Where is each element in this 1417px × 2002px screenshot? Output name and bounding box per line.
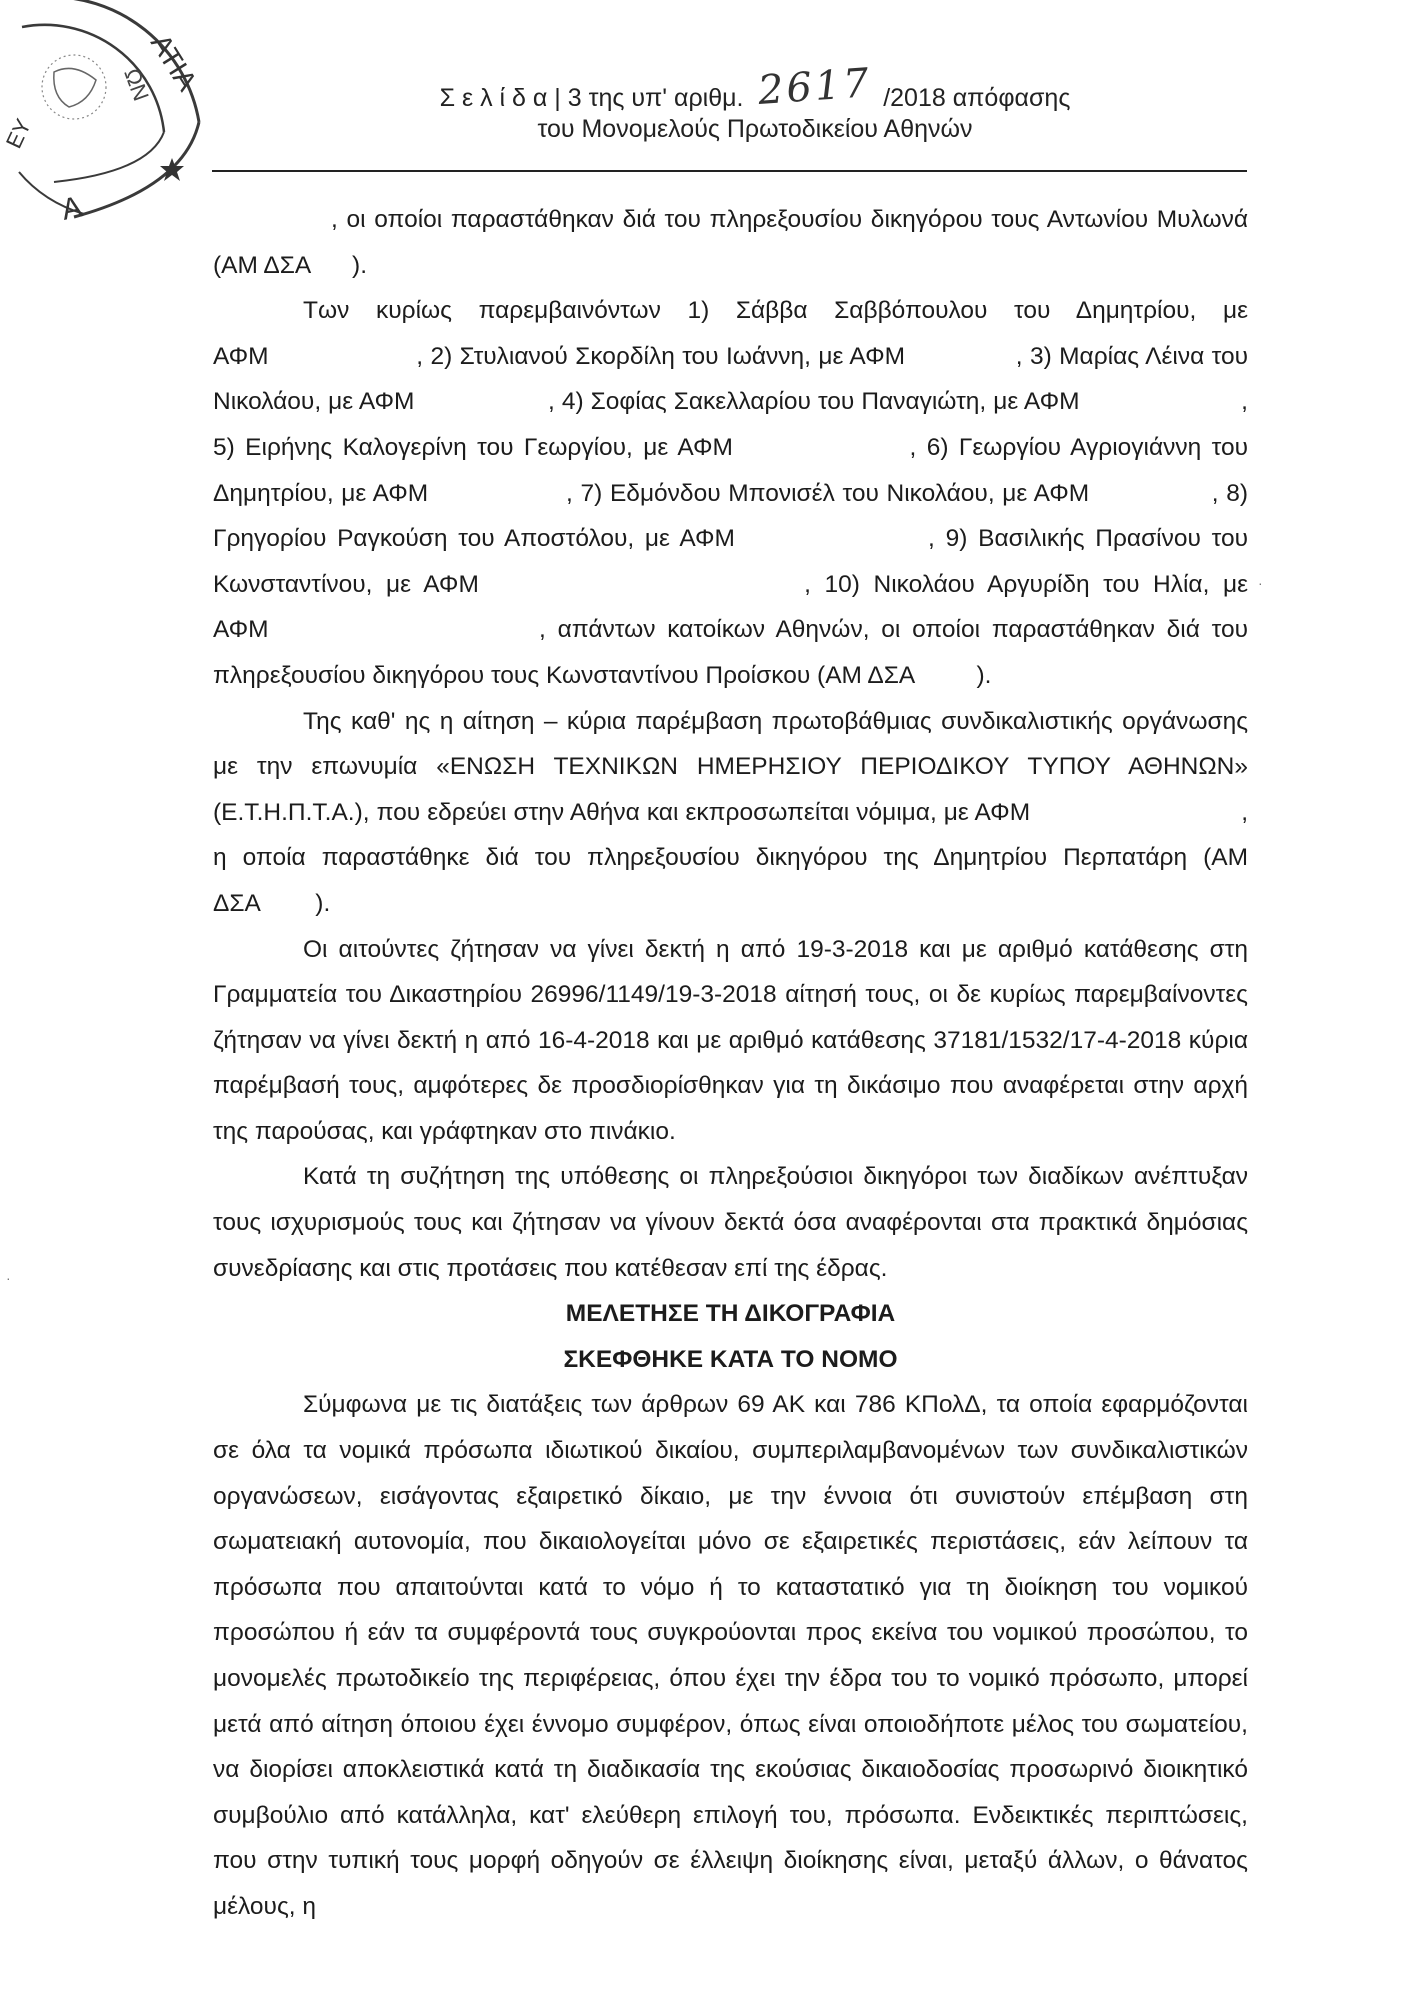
paragraph-respondent: Της καθ' ης η αίτηση – κύρια παρέμβαση πρωτοβάθμιας συνδικαλιστικής οργάνωσης με την επωνυμία «ΕΝΩΣΗ ΤΕΧΝΙΚΩΝ ΗΜΕΡΗΣΙΟΥ ΠΕΡΙΟΔΙΚΟΥ ΤΥΠΟΥ ΑΘΗΝΩΝ» (Ε.Τ.Η.Π.Τ.Α.), που εδρεύει στην Αθήνα και εκπροσωπείται νόμιμα, με ΑΦΜ , η οποία παραστάθηκε διά του πληρεξουσίου δικηγόρου της Δημητρίου Περπατάρη (ΑΜ ΔΣΑ ). xyxy=(213,707,1248,917)
stamp-fragment-ey: ΕΥ xyxy=(0,114,36,153)
header-line-2: του Μονομελούς Πρωτοδικείου Αθηνών xyxy=(537,115,973,143)
header-line-1 xyxy=(405,60,1105,114)
heading-considered-law: ΣΚΕΦΘΗΚΕ ΚΑΤΑ ΤΟ ΝΟΜΟ xyxy=(563,1345,898,1373)
paragraph-intervenors: Των κυρίως παρεμβαινόντων 1) Σάββα Σαββόπουλου του Δημητρίου, με ΑΦΜ , 2) Στυλιανού Σκορδίλη του Ιωάννη, με ΑΦΜ , 3) Μαρίας Λέινα του Νικολάου, με ΑΦΜ , 4) Σοφίας Σακελλαρίου του Παναγιώτη, με ΑΦΜ , 5) Ειρήνης Καλογερίνη του Γεωργίου, με ΑΦΜ , 6) Γεωργίου Αγριογιάννη του Δημητρίου, με ΑΦΜ , 7) Εδμόνδου Μπονισέλ του Νικολάου, με ΑΦΜ , 8) Γρηγορίου Ραγκούση του Αποστόλου, με ΑΦΜ , 9) Βασιλικής Πρασίνου του Κωνσταντίνου, με ΑΦΜ , 10) Νικολάου Αργυρίδη του Ηλία, με ΑΦΜ , απάντων κατοίκων Αθηνών, οι οποίοι παραστάθηκαν διά του πληρεξουσίου δικηγόρου τους Κωνσταντίνου Προίσκου (ΑΜ ΔΣΑ ). xyxy=(213,297,1248,689)
stamp-fragment-atia: ΑΤΙΑ xyxy=(144,28,204,97)
court-stamp-icon xyxy=(0,2,214,227)
stamp-fragment-on: ΩΝ xyxy=(119,65,154,105)
header-page-label: Σ ε λ ί δ α | 3 της υπ' αριθμ. xyxy=(439,84,744,112)
paragraph-hearing: Κατά τη συζήτηση της υπόθεσης οι πληρεξούσιοι δικηγόροι των διαδίκων ανέπτυξαν τους ισχυρισμούς τους και ζήτησαν να γίνουν δεκτά όσα αναφέρονται στα πρακτικά δημόσιας συνεδρίασης και στις προτάσεις που κατέθεσαν επί της έδρας. xyxy=(213,1163,1248,1282)
paragraph-requests: Οι αιτούντες ζήτησαν να γίνει δεκτή η από 19-3-2018 και με αριθμό κατάθεσης στη Γραμματεία του Δικαστηρίου 26996/1149/19-3-2018 αίτησή τους, οι δε κυρίως παρεμβαίνοντες ζήτησαν να γίνει δεκτή η από 16-4-2018 και με αριθμό κατάθεσης 37181/1532/17-4-2018 κύρια παρέμβασή τους, αμφότερες δε προσδιορίσθηκαν για τη δικάσιμο που αναφέρεται στην αρχή της παρούσας, και γράφτηκαν στο πινάκιο. xyxy=(213,935,1248,1145)
handwritten-decision-number: 2617 xyxy=(756,60,874,114)
page-header xyxy=(405,60,1105,145)
scan-speck: · xyxy=(6,1270,11,1286)
heading-studied-file: ΜΕΛΕΤΗΣΕ ΤΗ ΔΙΚΟΓΡΑΦΙΑ xyxy=(565,1300,896,1328)
paragraph-applicants-counsel: , οι οποίοι παραστάθηκαν διά του πληρεξουσίου δικηγόρου τους Αντωνίου Μυλωνά (ΑΜ ΔΣΑ ). xyxy=(213,206,1248,279)
scan-speck: · xyxy=(1258,575,1263,591)
paragraph-legal-reasoning: Σύμφωνα με τις διατάξεις των άρθρων 69 ΑΚ και 786 ΚΠολΔ, τα οποία εφαρμόζονται σε όλα τα νομικά πρόσωπα ιδιωτικού δικαίου, συμπεριλαμβανομένων των συνδικαλιστικών οργανώσεων, εισάγοντας εξαιρετικό δίκαιο, με την έννοια ότι συνιστούν επέμβαση στη σωματειακή αυτονομία, που δικαιολογείται μόνο σε εξαιρετικές περιστάσεις, εάν λείπουν τα πρόσωπα που απαιτούνται κατά το νόμο ή το καταστατικό για τη διοίκηση του νομικού προσώπου ή εάν τα συμφέροντά τους συγκρούονται προς εκείνα του νομικού προσώπου, το μονομελές πρωτοδικείο της περιφέρειας, όπου έχει την έδρα του το νομικό πρόσωπο, μπορεί μετά από αίτηση όποιου έχει έννομο συμφέρον, όπως είναι οποιοδήποτε μέλος του σωματείου, να διορίσει αποκλειστικά κατά τη διαδικασία της εκούσιας δικαιοδοσίας προσωρινό διοικητικό συμβούλιο από κατάλληλα, κατ' ελεύθερη επιλογή του, πρόσωπα. Ενδεικτικές περιπτώσεις, που στην τυπική τους μορφή οδηγούν σε έλλειψη διοίκησης είναι, μεταξύ άλλων, ο θάνατος μέλους, η xyxy=(213,1391,1248,1920)
header-year-label: /2018 απόφασης xyxy=(883,84,1071,112)
document-body xyxy=(213,197,1248,1930)
stamp-fragment-a: Α xyxy=(58,190,86,227)
header-divider xyxy=(212,170,1247,172)
